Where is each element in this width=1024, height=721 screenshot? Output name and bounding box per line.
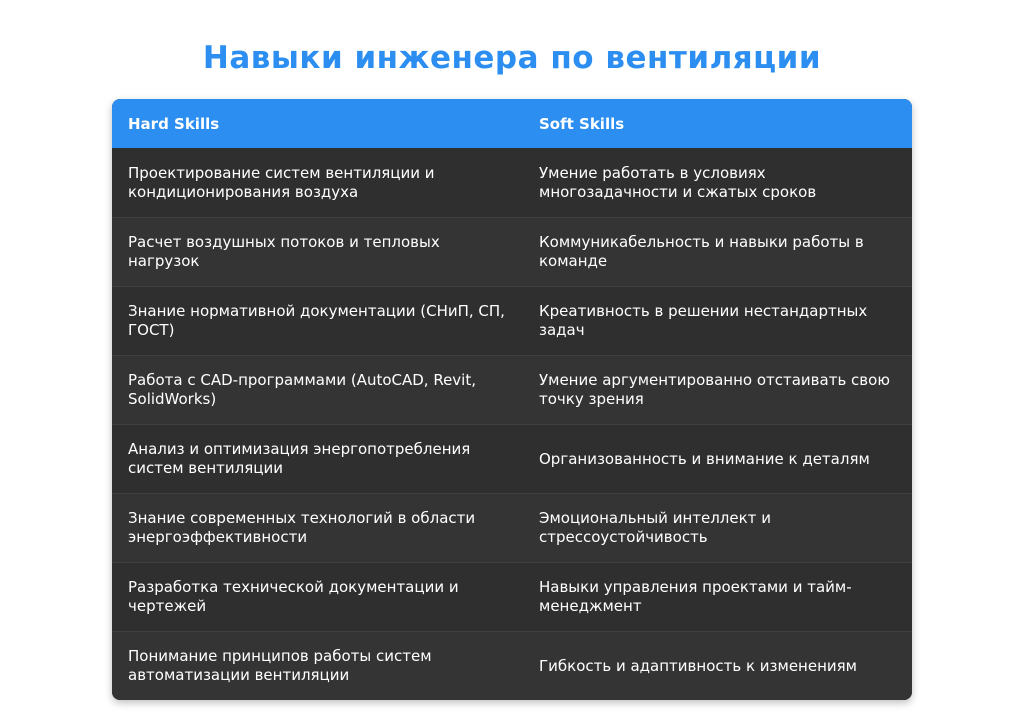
soft-skill-cell: Креативность в решении нестандартных задач bbox=[539, 302, 868, 339]
table-row bbox=[112, 217, 912, 286]
table-row bbox=[112, 493, 912, 562]
table-row bbox=[112, 148, 912, 217]
table-row bbox=[112, 562, 912, 631]
table-row bbox=[112, 355, 912, 424]
skills-table bbox=[112, 99, 912, 700]
hard-skill-cell: Знание современных технологий в области энергоэффективности bbox=[128, 509, 476, 546]
hard-skill-cell: Проектирование систем вентиляции и кондиционирования воздуха bbox=[128, 163, 435, 201]
hard-skill-cell: Разработка технической документации и чертежей bbox=[128, 578, 459, 615]
hard-skill-cell: Понимание принципов работы систем автоматизации вентиляции bbox=[128, 647, 432, 684]
table-row bbox=[112, 631, 912, 700]
page-title: Навыки инженера по вентиляции bbox=[202, 40, 822, 76]
hard-skill-cell: Расчет воздушных потоков и тепловых нагрузок bbox=[128, 233, 440, 270]
soft-skill-cell: Навыки управления проектами и тайм-менеджмент bbox=[539, 578, 852, 615]
hard-skill-cell: Знание нормативной документации (СНиП, СП, ГОСТ) bbox=[128, 302, 505, 339]
soft-skill-cell: Умение аргументированно отстаивать свою точку зрения bbox=[539, 371, 890, 408]
hard-skill-cell: Работа с CAD-программами (AutoCAD, Revit, SolidWorks) bbox=[128, 371, 477, 408]
column-header-hard-skills: Hard Skills bbox=[128, 114, 220, 133]
table-header bbox=[112, 99, 912, 148]
table-body bbox=[112, 148, 912, 700]
soft-skill-cell: Гибкость и адаптивность к изменениям bbox=[539, 656, 857, 675]
table-row bbox=[112, 286, 912, 355]
hard-skill-cell: Анализ и оптимизация энергопотребления систем вентиляции bbox=[128, 440, 471, 477]
soft-skill-cell: Умение работать в условиях многозадачности и сжатых сроков bbox=[539, 163, 817, 201]
soft-skill-cell: Эмоциональный интеллект и стрессоустойчивость bbox=[539, 509, 771, 546]
table-row bbox=[112, 424, 912, 493]
column-header-soft-skills: Soft Skills bbox=[539, 114, 625, 133]
soft-skill-cell: Коммуникабельность и навыки работы в команде bbox=[539, 233, 864, 270]
soft-skill-cell: Организованность и внимание к деталям bbox=[539, 449, 870, 468]
